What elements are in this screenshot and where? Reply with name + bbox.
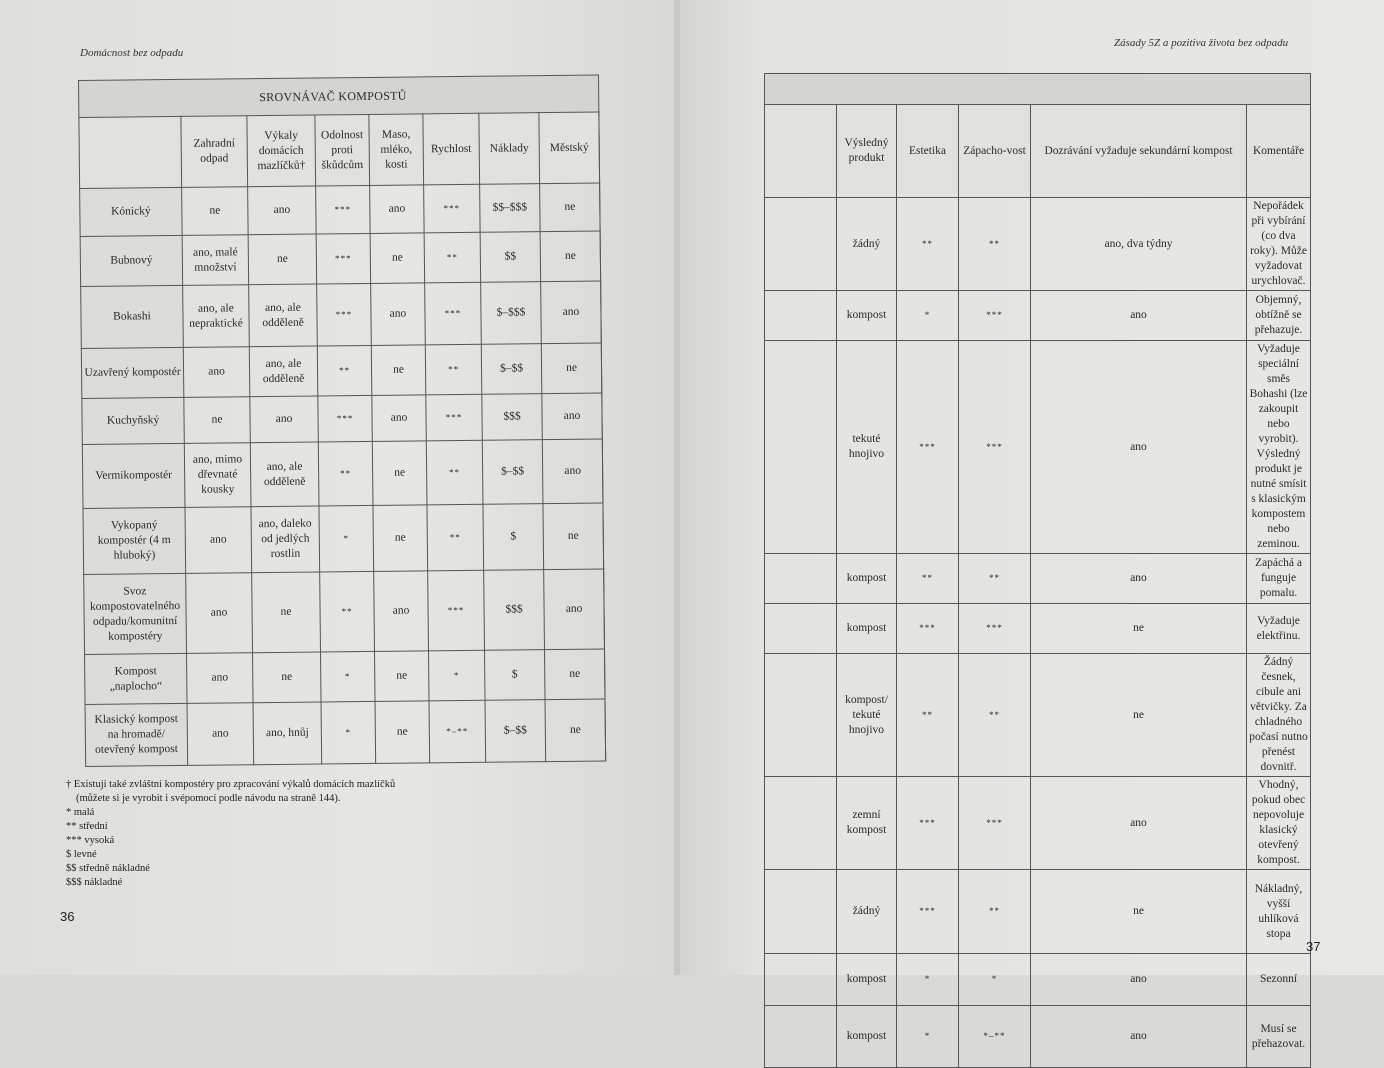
table-cell: ano xyxy=(371,283,426,346)
table-cell: ano xyxy=(185,507,252,574)
table-cell: ano xyxy=(183,347,250,398)
book-gutter xyxy=(674,0,680,975)
table-cell: kompost xyxy=(837,1006,897,1068)
column-header: Městský xyxy=(539,112,600,184)
table-cell: tekuté hnojivo xyxy=(837,341,897,554)
table-cell: kompost xyxy=(837,291,897,341)
table-cell: kompost/ tekuté hnojivo xyxy=(837,654,897,777)
table-cell: ** xyxy=(897,654,959,777)
table-cell: ne xyxy=(372,441,427,506)
blank-cell xyxy=(765,554,837,604)
left-header-row xyxy=(79,112,600,188)
table-row xyxy=(765,341,1311,554)
table-row xyxy=(765,198,1311,291)
table-cell: * xyxy=(321,701,376,764)
table-cell: ne xyxy=(373,505,428,572)
table-cell: ano xyxy=(541,281,602,344)
table-cell: *** xyxy=(425,282,482,345)
row-name: Kónický xyxy=(80,187,182,236)
table-cell: ano xyxy=(374,571,429,652)
table-cell: $–$$ xyxy=(485,700,546,763)
table-cell: ** xyxy=(426,440,483,505)
table-cell: ** xyxy=(959,654,1031,777)
row-name: Svoz kompostovatelného odpadu/komunitní kompostéry xyxy=(84,573,187,654)
table-row xyxy=(80,231,601,286)
footnote-line: † Existují také zvláštní kompostéry pro zpracování výkalů domácích mazlíčků xyxy=(66,778,395,792)
footnote-line: $$ středně nákladné xyxy=(66,862,395,876)
row-name: Bubnový xyxy=(80,235,183,286)
table-cell: Vyžaduje elektřinu. xyxy=(1247,604,1311,654)
table-cell: ne xyxy=(1031,870,1247,954)
table-cell: ne xyxy=(248,234,317,285)
table-cell: * xyxy=(319,505,374,572)
table-cell: ne xyxy=(370,233,425,284)
table-cell: ** xyxy=(959,198,1031,291)
table-cell: Vyžaduje speciální směs Bohashi (lze zakoupit nebo vyrobit). Výsledný produkt je nutné smísit s klasickým kompostem nebo zeminou. xyxy=(1247,341,1311,554)
column-header: Komentáře xyxy=(1247,105,1311,198)
table-cell: Zapáchá a funguje pomalu. xyxy=(1247,554,1311,604)
table-row xyxy=(81,343,602,398)
left-running-head: Domácnost bez odpadu xyxy=(80,47,183,59)
table-cell: ne xyxy=(184,397,250,444)
table-cell: *** xyxy=(959,604,1031,654)
table-cell: *** xyxy=(897,870,959,954)
table-cell: ne xyxy=(253,652,322,703)
table-cell: ** xyxy=(318,441,373,506)
table-cell: ** xyxy=(897,198,959,291)
table-row xyxy=(83,503,604,574)
table-cell: $$–$$$ xyxy=(480,184,540,233)
blank-cell xyxy=(765,198,837,291)
table-cell: *** xyxy=(897,341,959,554)
blank-cell xyxy=(765,870,837,954)
column-header: Maso, mléko, kosti xyxy=(369,114,424,186)
column-header: Odolnost proti škůdcům xyxy=(315,114,370,186)
table-cell: ne xyxy=(182,187,248,236)
table-row xyxy=(82,439,603,508)
table-row xyxy=(765,654,1311,777)
table-cell: Vhodný, pokud obec nepovoluje klasický otevřený kompost. xyxy=(1247,777,1311,870)
table-cell: Nepořádek při vybírání (co dva roky). Může vyžadovat urychlovač. xyxy=(1247,198,1311,291)
footnote-line: *** vysoká xyxy=(66,834,395,848)
table-row xyxy=(765,291,1311,341)
table-cell: *** xyxy=(897,604,959,654)
table-cell: ne xyxy=(545,699,606,762)
table-cell: ano, ale odděleně xyxy=(249,284,318,347)
table-cell: kompost xyxy=(837,554,897,604)
table-cell: ano xyxy=(250,396,318,443)
table-cell: Nákladný, vyšší uhlíková stopa xyxy=(1247,870,1311,954)
table-cell: kompost xyxy=(837,604,897,654)
table-cell: ano xyxy=(187,703,254,766)
table-cell: *** xyxy=(316,233,371,284)
table-cell: * xyxy=(321,651,376,702)
table-cell: zemní kompost xyxy=(837,777,897,870)
column-header: Estetika xyxy=(897,105,959,198)
right-header-row xyxy=(765,105,1311,198)
table-cell: ano xyxy=(1031,954,1247,1006)
table-cell: * xyxy=(959,954,1031,1006)
row-name: Vykopaný kompostér (4 m hluboký) xyxy=(83,507,186,574)
table-cell: kompost xyxy=(837,954,897,1006)
table-row xyxy=(765,954,1311,1006)
footnote-line: $ levné xyxy=(66,848,395,862)
table-cell: ano xyxy=(1031,291,1247,341)
table-cell: Objemný, obtížně se přehazuje. xyxy=(1247,291,1311,341)
table-cell: ne xyxy=(544,649,605,700)
table-cell: Musí se přehazovat. xyxy=(1247,1006,1311,1068)
blank-cell xyxy=(765,341,837,554)
table-cell: Sezonní xyxy=(1247,954,1311,1006)
blank-cell xyxy=(765,777,837,870)
table-cell: ano, malé množství xyxy=(182,235,249,286)
blank-cell xyxy=(765,604,837,654)
table-cell: ano, ale odděleně xyxy=(250,442,319,507)
table-cell: ne xyxy=(1031,604,1247,654)
compost-table-right xyxy=(764,73,1311,1068)
table-row xyxy=(84,569,605,654)
table-cell: ano, hnůj xyxy=(253,702,322,765)
table-cell: ne xyxy=(543,503,604,570)
row-name: Vermikompostér xyxy=(82,443,185,508)
table-cell: $$ xyxy=(480,232,541,283)
table-row xyxy=(81,281,602,348)
table-cell: ano xyxy=(1031,341,1247,554)
compost-table-left xyxy=(78,75,606,767)
table-row xyxy=(85,699,606,766)
table-cell: ano xyxy=(187,653,254,704)
table-cell: ** xyxy=(424,232,481,283)
column-header: Zahradní odpad xyxy=(181,116,248,188)
footnote-line: (můžete si je vyrobit i svépomocí podle návodu na straně 144). xyxy=(66,792,395,806)
table-cell: ano xyxy=(1031,777,1247,870)
table-cell: ne xyxy=(375,651,430,702)
table-cell: *** xyxy=(316,185,370,234)
table-cell: ano, dva týdny xyxy=(1031,198,1247,291)
row-name: Uzavřený kompostér xyxy=(81,347,184,398)
column-header: Výsledný produkt xyxy=(837,105,897,198)
table-cell: Žádný česnek, cibule ani větvičky. Za chladného počasí nutno přenést dovnitř. xyxy=(1247,654,1311,777)
table-cell: ano xyxy=(542,393,603,440)
table-cell: ne xyxy=(540,183,601,232)
column-header-blank xyxy=(765,105,837,198)
table-cell: *** xyxy=(897,777,959,870)
table-cell: ano, daleko od jedlých rostlin xyxy=(251,506,320,573)
table-cell: ano xyxy=(1031,1006,1247,1068)
table-row xyxy=(80,183,601,236)
table-cell: *** xyxy=(959,777,1031,870)
column-header: Náklady xyxy=(479,113,540,185)
table-cell: *** xyxy=(424,184,480,233)
table-title-continuation xyxy=(765,74,1311,105)
table-cell: *** xyxy=(428,570,485,651)
row-name: Bokashi xyxy=(81,285,184,348)
table-cell: ** xyxy=(959,554,1031,604)
footnote-line: * malá xyxy=(66,806,395,820)
column-header: Zápacho-vost xyxy=(959,105,1031,198)
table-cell: ** xyxy=(425,344,482,395)
table-cell: ne xyxy=(540,231,601,282)
table-row xyxy=(765,777,1311,870)
table-cell: ne xyxy=(1031,654,1247,777)
table-cell: ano, ale nepraktické xyxy=(183,285,250,348)
table-cell: ** xyxy=(427,504,484,571)
table-cell: * xyxy=(897,291,959,341)
corner-cell xyxy=(79,116,182,188)
table-cell: * xyxy=(897,954,959,1006)
table-row xyxy=(765,604,1311,654)
table-cell: *–** xyxy=(429,700,486,763)
row-name: Klasický kompost na hromadě/ otevřený kompost xyxy=(85,703,188,766)
table-cell: $–$$ xyxy=(481,344,542,395)
row-name: Kuchyňský xyxy=(82,397,184,444)
footnote-line: ** střední xyxy=(66,820,395,834)
table-cell: žádný xyxy=(837,870,897,954)
table-cell: ne xyxy=(252,572,321,653)
table-cell: ano xyxy=(370,185,424,234)
table-cell: ano, ale odděleně xyxy=(249,346,318,397)
right-page-number: 37 xyxy=(1306,939,1320,954)
table-row xyxy=(82,393,603,444)
blank-cell xyxy=(765,291,837,341)
footnote-line: $$$ nákladné xyxy=(66,876,395,890)
column-header: Dozrávání vyžaduje sekundární kompost xyxy=(1031,105,1247,198)
table-cell: ano xyxy=(248,186,316,235)
table-row xyxy=(765,1006,1311,1068)
table-cell: ne xyxy=(371,345,426,396)
table-cell: $$$ xyxy=(482,394,542,441)
table-cell: ano, mimo dřevnaté kousky xyxy=(184,443,251,508)
blank-cell xyxy=(765,1006,837,1068)
table-cell: $–$$ xyxy=(482,440,543,505)
table-cell: žádný xyxy=(837,198,897,291)
table-cell: *** xyxy=(959,341,1031,554)
table-cell: ano xyxy=(542,439,603,504)
table-cell: ano xyxy=(544,569,605,650)
blank-cell xyxy=(765,654,837,777)
table-cell: $$$ xyxy=(484,570,545,651)
table-cell: $ xyxy=(483,504,544,571)
table-cell: $–$$$ xyxy=(481,282,542,345)
table-cell: * xyxy=(428,650,485,701)
table-cell: $ xyxy=(484,650,545,701)
table-cell: *** xyxy=(318,395,372,442)
table-cell: ne xyxy=(541,343,602,394)
table-title: SROVNÁVAČ KOMPOSTŮ xyxy=(79,75,599,117)
table-cell: ** xyxy=(317,345,372,396)
table-cell: ** xyxy=(897,554,959,604)
footnotes xyxy=(66,778,395,890)
table-cell: *** xyxy=(426,394,482,441)
blank-cell xyxy=(765,954,837,1006)
right-running-head: Zásady 5Z a pozitiva života bez odpadu xyxy=(1114,37,1288,49)
table-cell: *–** xyxy=(959,1006,1031,1068)
table-row xyxy=(85,649,606,704)
table-cell: *** xyxy=(317,283,372,346)
table-row xyxy=(765,554,1311,604)
table-cell: ** xyxy=(320,571,375,652)
column-header: Rychlost xyxy=(423,113,480,185)
column-header: Výkaly domácích mazlíčků† xyxy=(247,115,316,187)
row-name: Kompost „naplocho“ xyxy=(85,653,188,704)
table-cell: ano xyxy=(186,573,253,654)
left-page-number: 36 xyxy=(60,909,74,924)
table-cell: ** xyxy=(959,870,1031,954)
table-row xyxy=(765,870,1311,954)
table-cell: ano xyxy=(1031,554,1247,604)
table-cell: * xyxy=(897,1006,959,1068)
table-cell: ne xyxy=(375,701,430,764)
table-cell: *** xyxy=(959,291,1031,341)
table-cell: ano xyxy=(372,395,426,442)
